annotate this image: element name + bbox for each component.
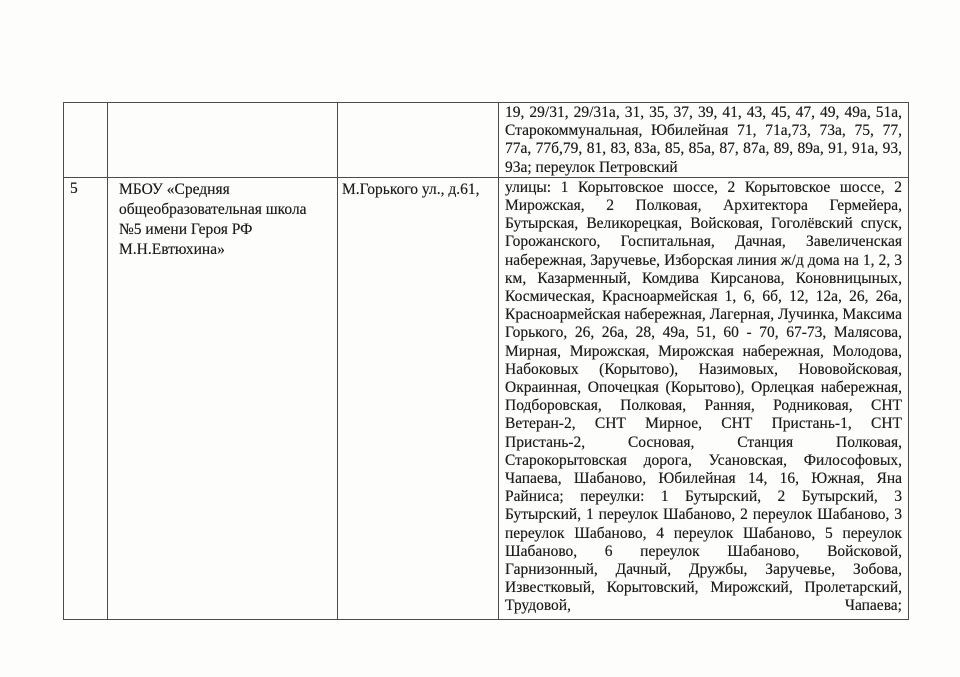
cell-row-number: 5 [64,177,108,619]
cell-territory-streets: улицы: 1 Корытовское шоссе, 2 Корытовское шоссе, 2 Мирожская, 2 Полковая, Архитектора Гермейера, Бутырская, Великорецкая, Войсковая, Гоголёвский спуск, Горожанского, Госпитальная, Дачная, Завеличенская набережная, Заручевье, Изборская линия ж/д дома на 1, 2, 3 км, Казарменный, Комдива Кирсанова, Коновницыных, Космическая, Красноармейская 1, 6, 6б, 12, 12а, 26, 26а, Красноармейская набережная, Лагерная, Лучинка, Максима Горького, 26, 26а, 28, 49а, 51, 60 - 70, 67-73, Малясова, Мирная, Мирожская, Мирожская набережная, Молодова, Набоковых (Корытово), Назимовых, Нововойсковая, Окраинная, Опочецкая (Корытово), Орлецкая набережная, Подборовская, Полковая, Ранняя, Родниковая, СНТ Ветеран-2, СНТ Мирное, СНТ Пристань-1, СНТ Пристань-2, Сосновая, Станция Полковая, Старокорытовская дорога, Усановская, Философовых, Чапаева, Шабаново, Юбилейная 14, 16, Южная, Яна Райниса; переулки: 1 Бутырский, 2 Бутырский, 3 Бутырский, 1 переулок Шабаново, 2 переулок Шабаново, 3 переулок Шабаново, 4 переулок Шабаново, 5 переулок Шабаново, 6 переулок Шабаново, Войсковой, Гарнизонный, Дачный, Дружбы, Заручевье, Зобова, Известковый, Корытовский, Мирожский, Пролетарский, Трудовой, Чапаева; [499,177,909,619]
school-territory-table [63,102,909,620]
cell-school-address: М.Горького ул., д.61, [338,177,499,619]
cell-school-address [338,103,499,178]
cell-school-name [108,103,338,178]
table-row-continuation [64,103,909,178]
cell-territory-streets: 19, 29/31, 29/31а, 31, 35, 37, 39, 41, 43, 45, 47, 49, 49а, 51а, Старокоммунальная, Юбилейная 71, 71а,73, 73а, 75, 77, 77а, 77б,79, 81, 83, 83а, 85, 85а, 87, 87а, 89, 89а, 91, 91а, 93, 93а; переулок Петровский [499,103,909,178]
cell-school-name: МБОУ «Средняя общеобразовательная школа №5 имени Героя РФ М.Н.Евтюхина» [108,177,338,619]
cell-row-number [64,103,108,178]
table-row [64,177,909,619]
